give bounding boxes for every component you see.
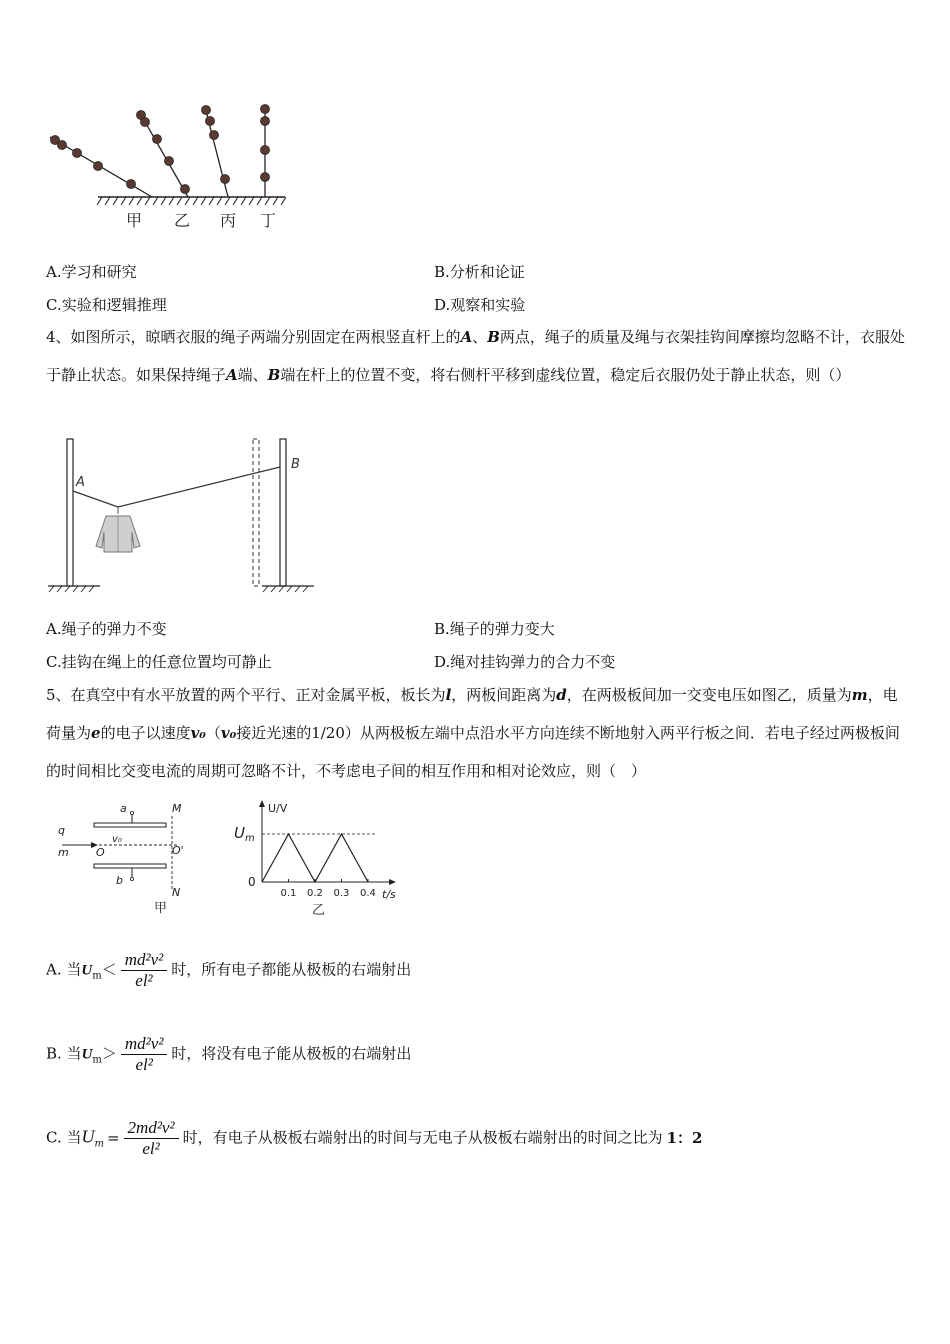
left-pole bbox=[67, 439, 73, 586]
jia-label-m-plate: M bbox=[172, 802, 182, 815]
top-plate bbox=[94, 823, 166, 827]
q4-point-a2: A bbox=[226, 366, 238, 384]
jia-label-n: N bbox=[172, 886, 181, 899]
label-jia: 甲 bbox=[126, 211, 143, 230]
right-pole bbox=[280, 439, 286, 586]
q5-b-num: md²v² bbox=[121, 1034, 168, 1055]
q5-c-pre: C. 当 bbox=[46, 1128, 82, 1147]
q5-a-den: el² bbox=[135, 971, 153, 990]
label-ding: 丁 bbox=[260, 211, 277, 230]
q5-a-rel: ＜ bbox=[101, 960, 117, 979]
x-tick-label: 0.4 bbox=[360, 888, 376, 899]
yi-caption: 乙 bbox=[312, 903, 326, 918]
inclined-rods-figure bbox=[40, 95, 300, 235]
jia-label-o: O bbox=[96, 846, 105, 859]
q5-c-sub: m bbox=[94, 1138, 104, 1150]
right-ground-hatch bbox=[263, 586, 308, 592]
zero-label: 0 bbox=[248, 875, 256, 889]
um-sub: m bbox=[244, 833, 255, 844]
q5-b-post: 时，将没有电子能从极板的右端射出 bbox=[171, 1044, 412, 1063]
q5-option-b bbox=[46, 1034, 411, 1075]
q5-option-c bbox=[46, 1118, 702, 1159]
q4-stem bbox=[46, 318, 908, 394]
q5-c-fraction bbox=[124, 1118, 179, 1159]
hanging-jacket bbox=[96, 507, 140, 552]
rope bbox=[73, 467, 280, 507]
q5-d: d bbox=[556, 686, 567, 704]
left-ground-hatch bbox=[49, 586, 94, 592]
q4-text4: 端在杆上的位置不变，将右侧杆平移到虚线位置，稳定后衣服仍处于静止状态，则（） bbox=[280, 366, 851, 384]
q5-a-pre: A. 当 bbox=[46, 960, 82, 979]
q5-c-num: 2md²v² bbox=[124, 1118, 179, 1139]
q3-option-b: B.分析和论证 bbox=[434, 263, 525, 281]
jia-label-a: a bbox=[120, 802, 127, 815]
q4-option-a: A.绳子的弹力不变 bbox=[46, 620, 167, 638]
q4-option-c: C.挂钩在绳上的任意位置均可静止 bbox=[46, 653, 272, 671]
q4-point-b2: B bbox=[267, 366, 281, 384]
q4-point-a: A bbox=[460, 328, 473, 346]
jia-label-q: q bbox=[58, 824, 65, 837]
q5-a-num: md²v² bbox=[121, 950, 168, 971]
q5-stem bbox=[46, 676, 908, 790]
q4-option-d: D.绳对挂钩弹力的合力不变 bbox=[434, 653, 616, 671]
y-axis-label: U/V bbox=[268, 802, 288, 815]
q5-text7: 接近光速的1/20）从两极板左端中点沿水平方向连续不断地射入两平行板之间．若电子经过两极板间的时间相比交变电流的周期可忽略不计，不考虑电子间的相互作用和相对论效应，则（ ） bbox=[46, 724, 900, 780]
fig-label-b: B bbox=[291, 457, 300, 472]
q4-sep: 、 bbox=[472, 328, 488, 346]
triangle-wave bbox=[262, 834, 368, 882]
q4-point-b: B bbox=[487, 328, 500, 346]
q5-text1: 在真空中有水平放置的两个平行、正对金属平板，板长为 bbox=[70, 686, 446, 704]
um-U: U bbox=[234, 824, 245, 842]
label-bing: 丙 bbox=[220, 211, 237, 230]
q5-a-post: 时，所有电子都能从极板的右端射出 bbox=[171, 960, 412, 979]
q5-v0: v₀ bbox=[190, 724, 206, 742]
clothesline-figure bbox=[44, 434, 324, 594]
q5-text2: ，两板间距离为 bbox=[451, 686, 557, 704]
q4-option-b: B.绳子的弹力变大 bbox=[434, 620, 555, 638]
q5-e: e bbox=[91, 724, 101, 742]
q5-v0b: v₀ bbox=[220, 724, 237, 742]
jia-label-o2: O' bbox=[172, 844, 184, 857]
jia-label-b: b bbox=[116, 874, 123, 887]
jia-caption: 甲 bbox=[154, 901, 168, 916]
q5-text3: ，在两极板间加一交变电压如图乙，质量为 bbox=[566, 686, 852, 704]
ground-hatch bbox=[97, 197, 286, 205]
jia-label-m: m bbox=[58, 846, 69, 859]
q5-b-fraction bbox=[121, 1034, 168, 1075]
q5-c-u: U bbox=[81, 1126, 95, 1147]
q5-text6: （ bbox=[205, 724, 221, 742]
fig-label-a: A bbox=[76, 475, 85, 490]
q5-text5: 的电子以速度 bbox=[100, 724, 191, 742]
q5-b-den: el² bbox=[135, 1055, 153, 1074]
q4-number: 4、 bbox=[46, 328, 71, 346]
q4-text1: 如图所示，晾晒衣服的绳子两端分别固定在两根竖直杆上的 bbox=[70, 328, 461, 346]
x-tick-label: 0.2 bbox=[307, 888, 323, 899]
q5-a-u: U bbox=[81, 962, 93, 979]
q5-b-u: U bbox=[81, 1046, 93, 1063]
jia-label-v0: v₀ bbox=[112, 834, 122, 845]
q4-text3: 端、 bbox=[237, 366, 268, 384]
dashed-pole bbox=[253, 439, 259, 586]
q5-m: m bbox=[851, 686, 868, 704]
q5-c-ratio: 1：2 bbox=[666, 1128, 703, 1147]
q5-c-rel: = bbox=[106, 1128, 120, 1147]
q5-a-sub: m bbox=[92, 970, 102, 982]
q5-c-den: el² bbox=[142, 1139, 160, 1158]
q5-b-rel: ＞ bbox=[101, 1044, 117, 1063]
plates-figure-jia bbox=[54, 798, 204, 916]
x-tick-label: 0.3 bbox=[333, 888, 350, 899]
q3-option-c: C.实验和逻辑推理 bbox=[46, 296, 167, 314]
bottom-plate bbox=[94, 864, 166, 868]
q3-option-a: A.学习和研究 bbox=[46, 263, 137, 281]
q5-b-pre: B. 当 bbox=[46, 1044, 82, 1063]
q5-c-post: 时，有电子从极板右端射出的时间与无电子从极板右端射出的时间之比为 bbox=[182, 1128, 663, 1147]
q5-b-sub: m bbox=[92, 1054, 102, 1066]
um-label bbox=[234, 824, 255, 844]
label-yi: 乙 bbox=[174, 211, 191, 230]
q5-a-fraction bbox=[121, 950, 168, 991]
x-tick-label: 0.1 bbox=[280, 888, 297, 899]
q5-l: l bbox=[445, 686, 452, 704]
q4-text2: 两点，绳子的质量及绳与衣架挂钩间摩擦均忽略不计，衣服处于静止状态。如果保持绳子 bbox=[46, 328, 905, 384]
voltage-chart-yi bbox=[232, 798, 407, 920]
q5-number: 5、 bbox=[46, 686, 71, 704]
q3-option-d: D.观察和实验 bbox=[434, 296, 526, 314]
q5-text4: ，电荷量为 bbox=[46, 686, 898, 742]
q5-option-a bbox=[46, 950, 411, 991]
x-axis-label: t/s bbox=[382, 888, 396, 901]
